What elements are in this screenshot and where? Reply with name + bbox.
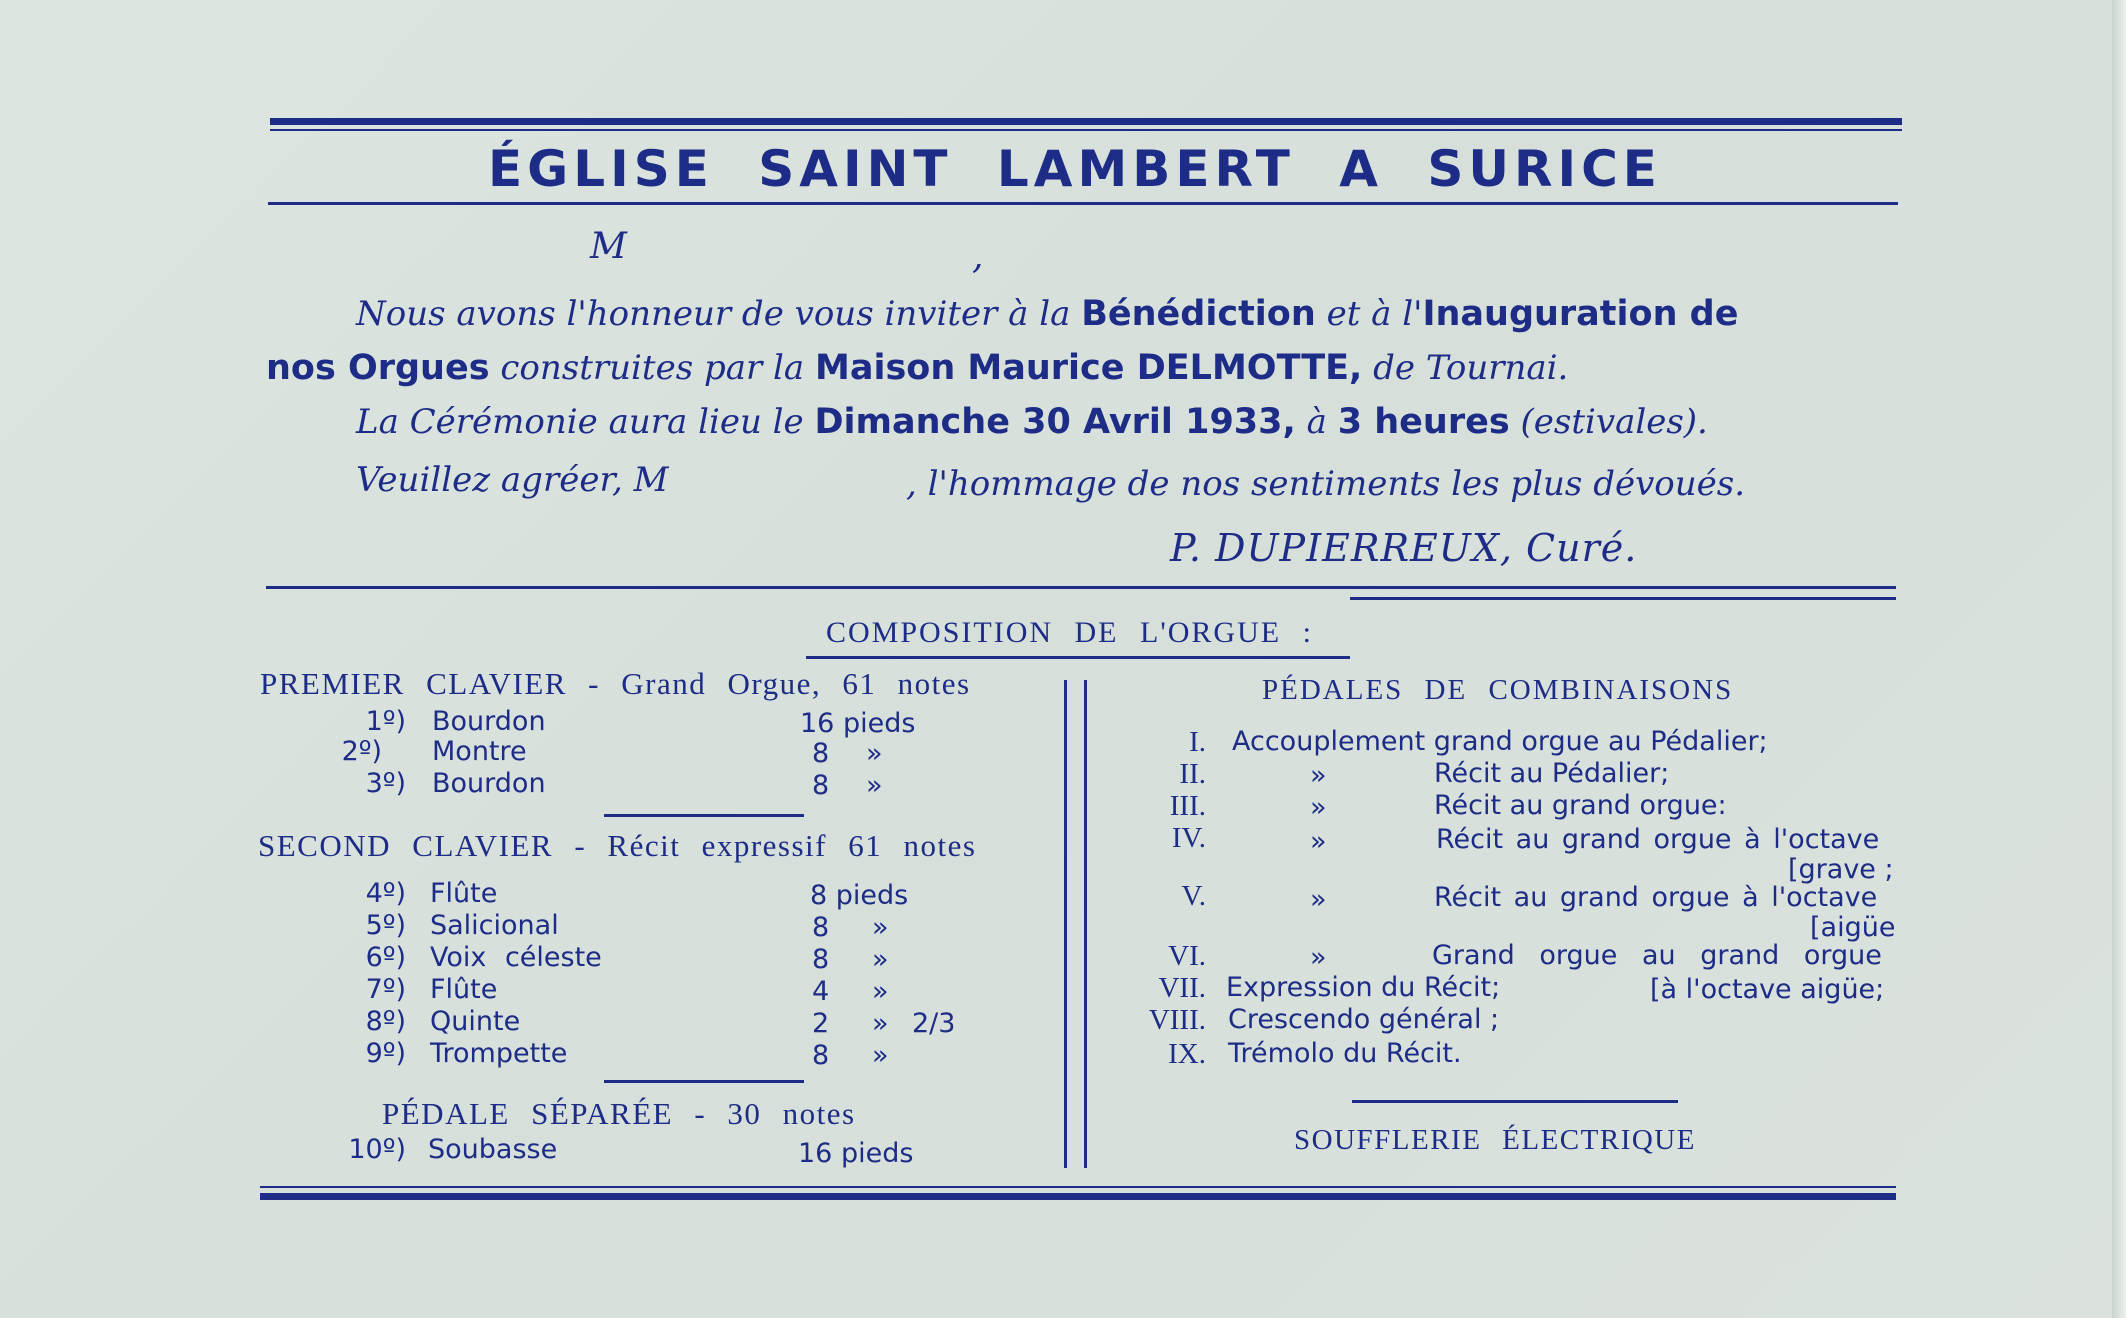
stop-number: 6º) bbox=[365, 942, 406, 973]
bottom-rule-thick bbox=[260, 1193, 1896, 1200]
column-divider-left bbox=[1064, 680, 1067, 1168]
soufflerie-rule bbox=[1352, 1100, 1678, 1103]
combi-ditto: » bbox=[1310, 826, 1327, 857]
invitation-line-1 bbox=[356, 294, 1738, 334]
stop-number: 7º) bbox=[365, 974, 406, 1005]
salutation bbox=[590, 226, 627, 267]
stop-number: 8º) bbox=[365, 1006, 406, 1037]
church-title: ÉGLISE SAINT LAMBERT A SURICE bbox=[488, 140, 1662, 198]
combi-text: Trémolo du Récit. bbox=[1228, 1038, 1462, 1069]
stop-size: 8 bbox=[812, 1040, 830, 1071]
combi-number: V. bbox=[1181, 880, 1206, 912]
l3-a: à bbox=[1306, 402, 1327, 442]
stop-size: 8 bbox=[812, 738, 830, 769]
stop-size: 8 bbox=[812, 944, 830, 975]
combi-text: Crescendo général ; bbox=[1228, 1004, 1500, 1035]
stop-name: Salicional bbox=[430, 910, 559, 941]
stop-name: Bourdon bbox=[432, 706, 546, 737]
stop-ditto: » bbox=[872, 1008, 889, 1039]
stop-size: 16 pieds bbox=[798, 1138, 914, 1169]
invitation-line-2 bbox=[266, 348, 1568, 388]
maison-delmotte: Maison Maurice DELMOTTE, bbox=[815, 348, 1363, 388]
combi-ditto: » bbox=[1310, 942, 1327, 973]
premier-rule bbox=[604, 814, 804, 817]
top-rule-thin bbox=[270, 129, 1902, 131]
stop-size: 8 bbox=[812, 912, 830, 943]
stop-name: Quinte bbox=[430, 1006, 521, 1037]
combi-text: Récit au grand orgue à l'octave bbox=[1436, 824, 1880, 855]
combi-ditto: » bbox=[1310, 884, 1327, 915]
second-clavier-heading: SECOND CLAVIER - Récit expressif 61 notes bbox=[258, 828, 977, 863]
bottom-rule-thin bbox=[260, 1186, 1896, 1188]
stop-number: 9º) bbox=[365, 1038, 406, 1069]
combi-text: Récit au Pédalier; bbox=[1434, 758, 1670, 789]
l3-text: La Cérémonie aura lieu le bbox=[356, 402, 804, 442]
combi-number: VII. bbox=[1158, 972, 1206, 1004]
stop-fraction: 2/3 bbox=[912, 1008, 956, 1039]
composition-underline bbox=[806, 656, 1350, 659]
second-rule bbox=[604, 1080, 804, 1083]
date: Dimanche 30 Avril 1933, bbox=[814, 402, 1296, 442]
stop-name: Bourdon bbox=[432, 768, 546, 799]
combi-number: I. bbox=[1189, 726, 1206, 758]
invitation-line-4a: Veuillez agréer, M bbox=[356, 460, 669, 500]
l2-text: construites par la bbox=[500, 348, 805, 388]
stop-ditto: » bbox=[866, 770, 883, 801]
combi-text: Récit au grand orgue: bbox=[1434, 790, 1727, 821]
middle-rule bbox=[266, 586, 1896, 589]
stop-number: 5º) bbox=[365, 910, 406, 941]
combi-number: IX. bbox=[1168, 1038, 1206, 1070]
stop-ditto: » bbox=[872, 1040, 889, 1071]
stop-ditto: » bbox=[872, 976, 889, 1007]
card-edge bbox=[2112, 0, 2126, 1318]
stop-name: Soubasse bbox=[428, 1134, 558, 1165]
combi-continuation: [grave ; bbox=[1788, 854, 1894, 885]
nos-orgues: nos Orgues bbox=[266, 348, 490, 388]
stop-number: 10º) bbox=[348, 1134, 406, 1165]
stop-size: 4 bbox=[812, 976, 830, 1007]
stop-name: Flûte bbox=[430, 974, 498, 1005]
invitation-line-4b: , l'hommage de nos sentiments les plus dévoués. bbox=[906, 464, 1746, 504]
stop-ditto: » bbox=[872, 944, 889, 975]
combi-text: Grand orgue au grand orgue bbox=[1432, 940, 1882, 971]
hour: 3 heures bbox=[1337, 402, 1510, 442]
inauguration: Inauguration de bbox=[1422, 294, 1739, 334]
invitation-line-3 bbox=[356, 402, 1708, 442]
combi-ditto: » bbox=[1310, 792, 1327, 823]
stop-number: 4º) bbox=[365, 878, 406, 909]
composition-title: COMPOSITION DE L'ORGUE : bbox=[826, 616, 1313, 649]
soufflerie: SOUFFLERIE ÉLECTRIQUE bbox=[1294, 1124, 1696, 1156]
salutation-comma: , bbox=[972, 236, 984, 277]
combi-continuation: [aigüe bbox=[1810, 912, 1896, 943]
tournai: de Tournai. bbox=[1373, 348, 1569, 388]
estivales: (estivales). bbox=[1520, 402, 1708, 442]
stop-size: 16 pieds bbox=[800, 708, 916, 739]
salutation-m: M bbox=[590, 226, 627, 267]
stop-size: 8 pieds bbox=[810, 880, 909, 911]
combinaisons-heading: PÉDALES DE COMBINAISONS bbox=[1262, 674, 1734, 706]
benediction: Bénédiction bbox=[1081, 294, 1316, 334]
combi-number: VIII. bbox=[1148, 1004, 1206, 1036]
stop-name: Trompette bbox=[430, 1038, 568, 1069]
top-rule-thick bbox=[270, 118, 1902, 125]
stop-size: 2 bbox=[812, 1008, 830, 1039]
combi-number: IV. bbox=[1171, 822, 1206, 854]
pedale-heading: PÉDALE SÉPARÉE - 30 notes bbox=[382, 1096, 856, 1131]
stop-name: Montre bbox=[432, 736, 527, 767]
premier-clavier-heading: PREMIER CLAVIER - Grand Orgue, 61 notes bbox=[260, 666, 971, 701]
signature: P. DUPIERREUX, Curé. bbox=[1170, 526, 1638, 570]
stop-number: 3º) bbox=[365, 768, 406, 799]
l1-text: Nous avons l'honneur de vous inviter à la bbox=[356, 294, 1071, 334]
stop-ditto: » bbox=[866, 738, 883, 769]
combi-number: VI. bbox=[1168, 940, 1206, 972]
stop-size: 8 bbox=[812, 770, 830, 801]
title-underline bbox=[268, 202, 1898, 205]
combi-number: II. bbox=[1179, 758, 1206, 790]
combi-ditto: » bbox=[1310, 760, 1327, 791]
combi-number: III. bbox=[1169, 790, 1206, 822]
stop-name: Voix céleste bbox=[430, 942, 602, 973]
stop-name: Flûte bbox=[430, 878, 498, 909]
combi-continuation: [à l'octave aigüe; bbox=[1650, 974, 1885, 1005]
combi-text: Accouplement grand orgue au Pédalier; bbox=[1232, 726, 1768, 757]
stop-ditto: » bbox=[872, 912, 889, 943]
l1-join: et à l' bbox=[1326, 294, 1423, 334]
stop-number: 2º) bbox=[341, 736, 382, 767]
combi-text: Expression du Récit; bbox=[1226, 972, 1501, 1003]
combi-text: Récit au grand orgue à l'octave bbox=[1434, 882, 1878, 913]
stop-number: 1º) bbox=[365, 706, 406, 737]
middle-rule-2 bbox=[1350, 597, 1896, 600]
